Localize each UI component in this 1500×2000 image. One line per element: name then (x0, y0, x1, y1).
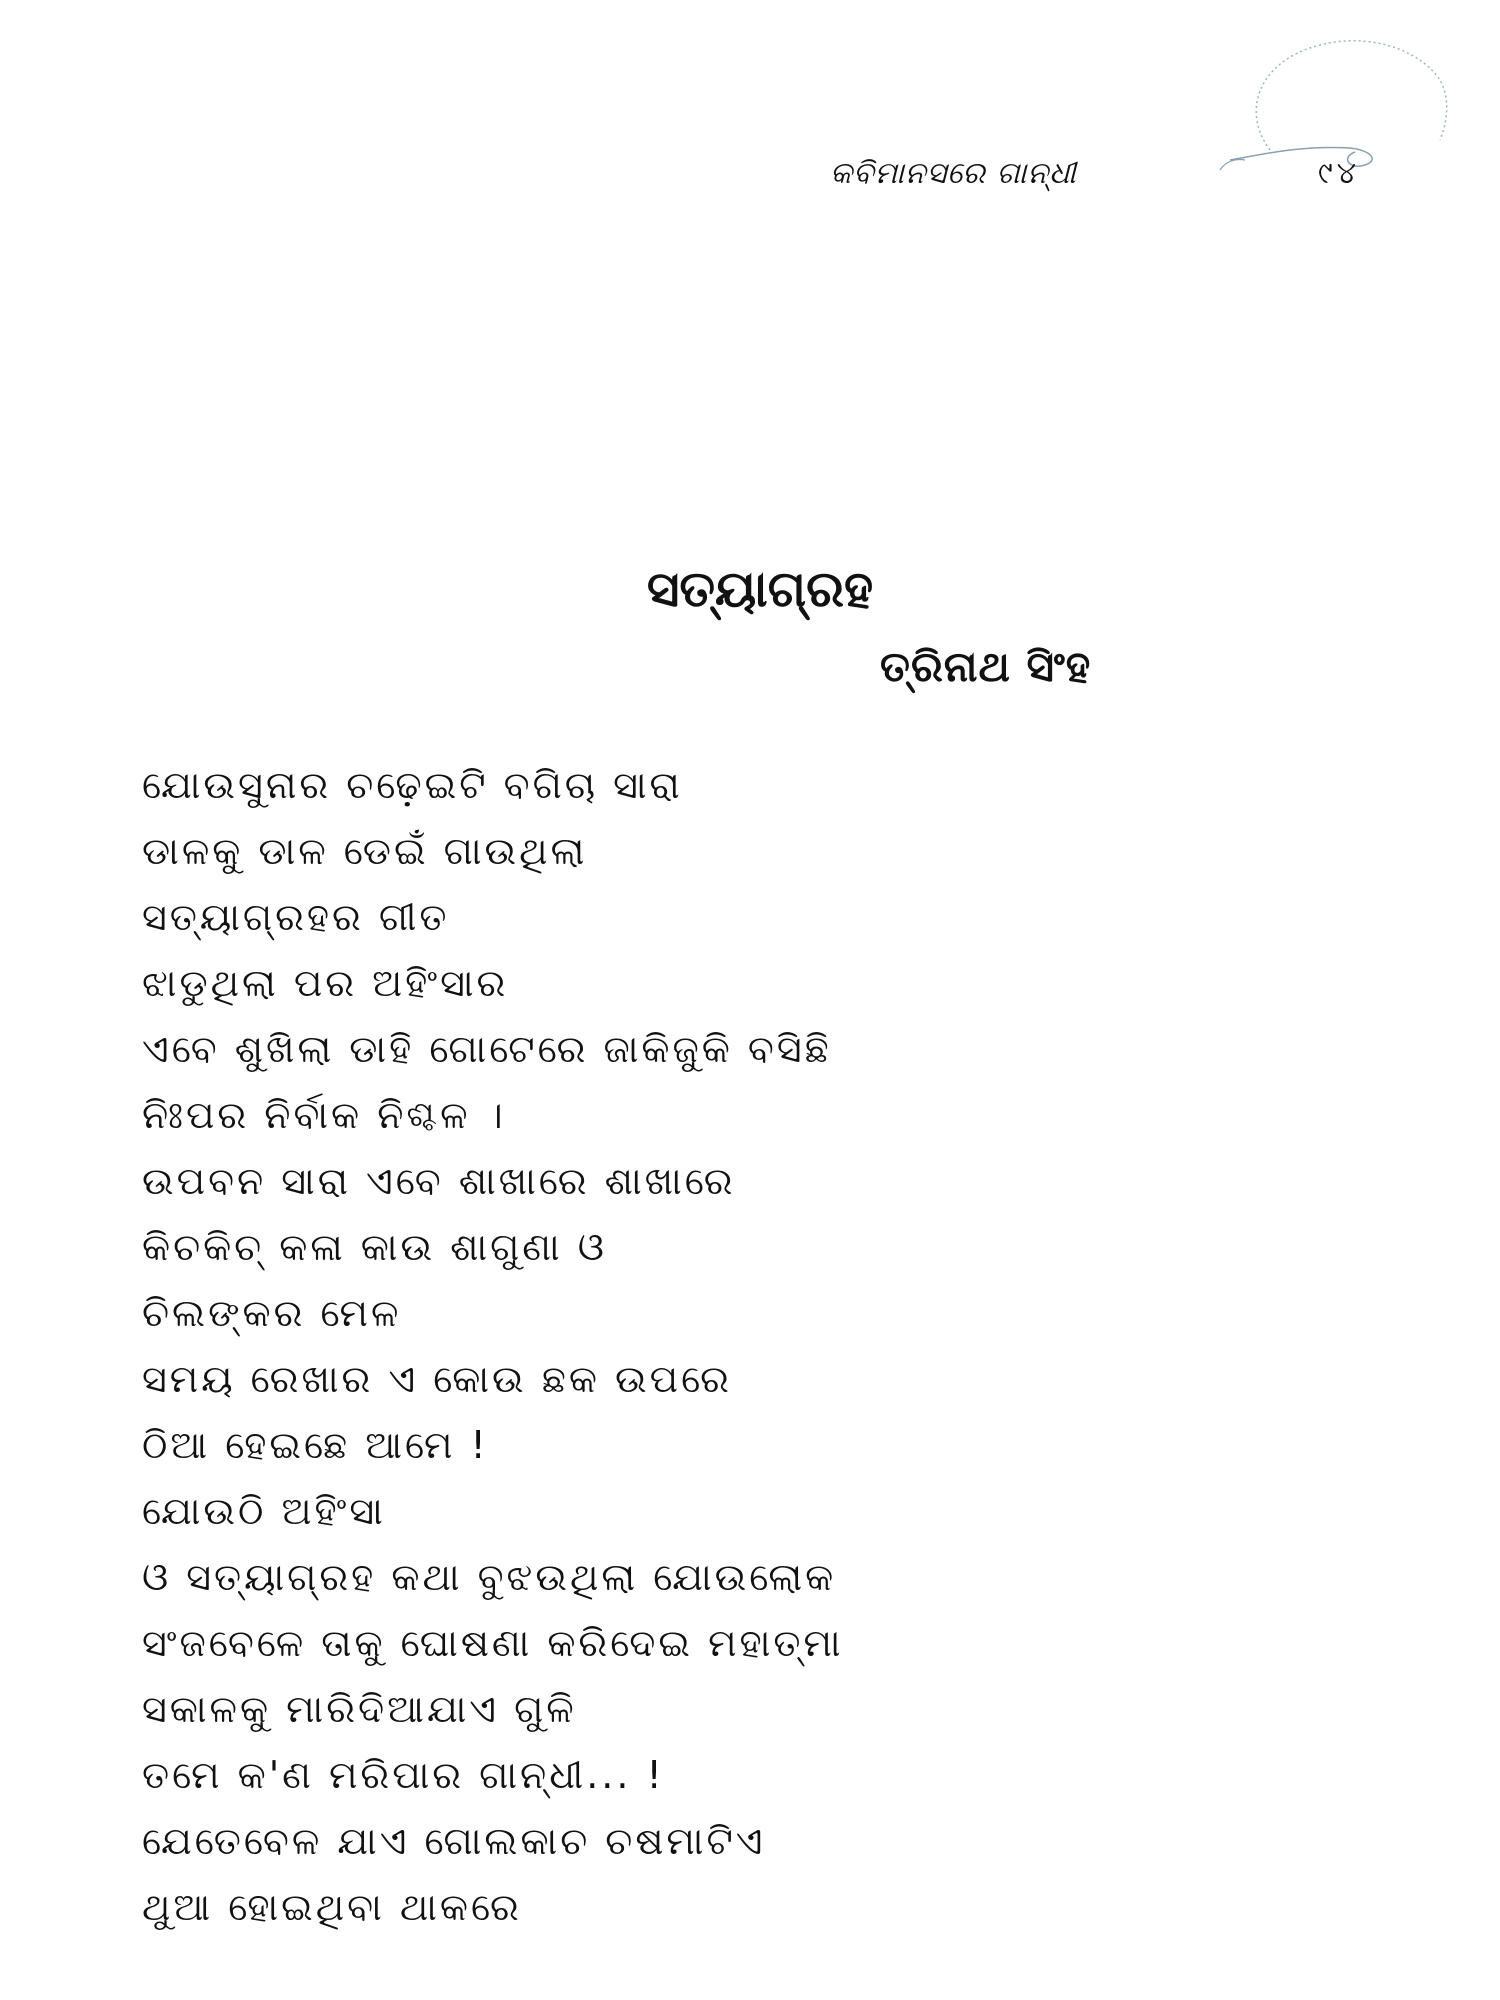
running-title: କବିମାନସରେ ଗାନ୍ଧୀ (830, 156, 1077, 191)
poem-line: ଠିଆ ହେଇଛେ ଆମେ ! (142, 1423, 489, 1467)
poem-line: ଝାଡୁଥିଲା ପର ଅହିଂସାର (142, 961, 509, 1005)
poem-line: ନିଃପର ନିର୍ବାକ ନିଶ୍ଚଳ । (142, 1093, 506, 1137)
poem-line: ଥୁଆ ହୋଇଥିବା ଥାକରେ (142, 1885, 522, 1929)
poem-line: ସଂଜବେଳେ ତାକୁ ଘୋଷଣା କରିଦେଇ ମହାତ୍ମା (142, 1621, 844, 1665)
poem-line: ଓ ସତ୍ୟାଗ୍ରହ କଥା ବୁଝଉଥିଲା ଯୋଉଲୋକ (142, 1555, 837, 1599)
poem-body (142, 752, 1342, 1940)
poem-line: ସମୟ ରେଖାର ଏ କୋଉ ଛକ ଉପରେ (142, 1357, 732, 1401)
poem-line: କିଚକିଚ୍ କଳା କାଉ ଶାଗୁଣା ଓ (142, 1225, 607, 1269)
poem-line: ଯେତେବେଳ ଯାଏ ଗୋଲକାଚ ଚଷମାଟିଏ (142, 1819, 766, 1863)
poem-line: ତମେ କ'ଣ ମରିପାର ଗାନ୍ଧୀ... ! (142, 1753, 665, 1797)
poem-line: ଡାଳକୁ ଡାଳ ଡେଇଁ ଗାଉଥିଲା (142, 829, 588, 873)
poem-line: ଉପବନ ସାରା ଏବେ ଶାଖାରେ ଶାଖାରେ (142, 1159, 736, 1203)
poem-line: ଯୋଉଠି ଅହିଂସା (142, 1489, 386, 1533)
poem-line: ଯୋଉସୁନାର ଚଢ଼େଇଟି ବଗିଚା ସାରା (142, 763, 683, 807)
poem-line: ଚିଲଙ୍କର ମେଳ (142, 1291, 402, 1335)
running-header (830, 156, 1390, 191)
poem-title: ସତ୍ୟାଗ୍ରହ (646, 560, 874, 618)
poem-line: ଏବେ ଶୁଖିଲା ଡାହି ଗୋଟେରେ ଜାକିଜୁକି ବସିଛି (142, 1027, 832, 1071)
poem-line: ସକାଳକୁ ମାରିଦିଆଯାଏ ଗୁଳି (142, 1687, 577, 1731)
poem-line: ସତ୍ୟାଗ୍ରହର ଗୀତ (142, 895, 450, 939)
page-number: ୯୪ (1317, 156, 1360, 191)
poem-author: ତ୍ରିନାଥ ସିଂହ (880, 642, 1092, 691)
